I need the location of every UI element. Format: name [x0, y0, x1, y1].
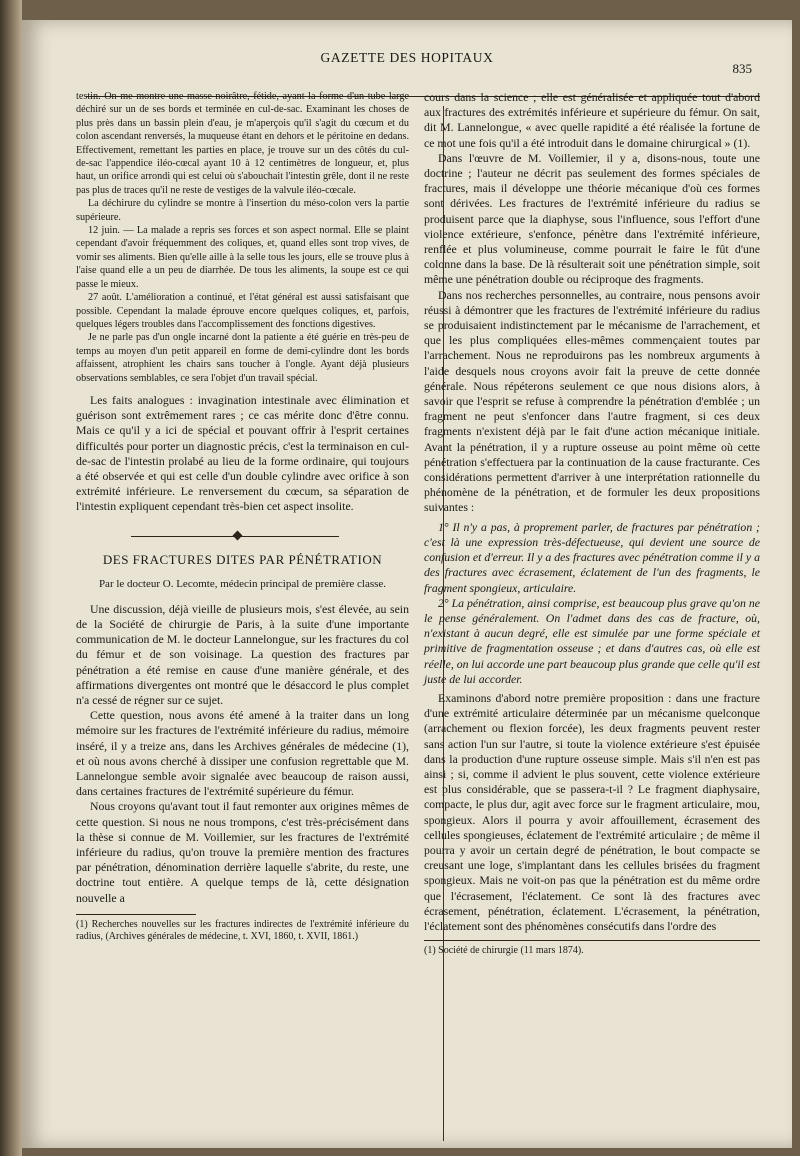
article-paragraph: Une discussion, déjà vieille de plusieurs mois, s'est élevée, au sein de la Société de chirurgie de Paris, à la suite d'une importante communication de M. le docteur Lannelongue, sur les fractures du col du fémur et de son voisinage. La question des fractures par pénétration a été remise en cause d'une manière générale, et des affirmations divergentes ont montré que le désaccord le plus complet n'a cessé de régner sur ce sujet. — [76, 601, 409, 707]
footnote-rule — [424, 940, 760, 941]
right-column — [424, 90, 760, 958]
case-paragraph: La déchirure du cylindre se montre à l'insertion du méso-colon vers la partie supérieure. — [76, 198, 409, 223]
article-paragraph: Examinons d'abord notre première proposition : dans une fracture d'une extrémité articulaire déterminée par un mécanisme quelconque (arrachement ou flexion forcée), les deux fragments peuvent rester sans action l'un sur l'autre, si toute la violence extérieure s'est épuisée dans la production d'une rupture osseuse simple. Mais s'il n'en est pas ainsi ; si, comme il advient le plus souvent, cette violence extérieure est plus considérable, que se passera-t-il ? Le fragment diaphysaire, compacte, le plus dur, agit avec force sur le fragment articulaire, mou, spongieux. Alors il pourra y avoir affouillement, écrasement des cellules spongieuses, éclatement de l'extrémité articulaire ; de même il pourra y avoir un certain degré de pénétration, le bout compacte se creusant une loge, s'implantant dans les cellules brisées du fragment spongieux. Mais ne voit-on pas que la pénétration est du même ordre que l'écrasement, l'éclatement. Ce sont là des fractures avec écrasement, pénétration, éclatement. L'écrasement, la pénétration, l'éclatement sont des phénomènes consécutifs dans l'ordre des — [424, 690, 760, 933]
proposition-1: 1° Il n'y a pas, à proprement parler, de fractures par pénétration ; c'est là une expression très-défectueuse, qui devient une source de confusion et d'erreur. Il y a des fractures avec pénétration comme il y a des fractures avec écrasement, éclatement de l'un des fragments, le fragment spongieux, articulaire. — [424, 519, 760, 595]
proposition-2: 2° La pénétration, ainsi comprise, est beaucoup plus grave qu'on ne le pense généralement. On l'admet dans des cas de fracture, où, n'existant à aucun degré, elle est simulée par une forme spéciale et primitive de fragmentation osseuse ; et dans d'autres cas, où elle est réelle, on lui accorde une part beaucoup plus grande que celle qu'il est juste de lui accorder. — [424, 595, 760, 686]
article-byline: Par le docteur O. Lecomte, médecin principal de première classe. — [98, 578, 387, 591]
section-separator — [76, 529, 409, 543]
journal-title: GAZETTE DES HOPITAUX — [320, 50, 494, 65]
left-footnote: (1) Recherches nouvelles sur les fractures indirectes de l'extrémité inférieure du radius, (Archives générales de médecine, t. XVI, 1860, t. XVII, 1861.) — [76, 918, 409, 943]
page-number: 835 — [732, 61, 752, 76]
article-body — [76, 602, 409, 906]
article-paragraph: Dans l'œuvre de M. Voillemier, il y a, disons-nous, toute une doctrine ; l'auteur ne décrit pas seulement des formes spéciales de fractures, mais il développe une théorie mécanique d'où ces formes sont dérivées. Les fractures de l'extrémité inférieure du radius se produisent parce que la diaphyse, sous l'influence, sous l'effort d'une violence extérieure, s'enfonce, pénètre dans l'extrémité inférieure, renflée et plus volumineuse, comme pourrait le faire le fût d'une colonne dans la base. De là résulterait soit une pénétration simple, soit même une pénétration double ou réciproque des fragments. — [424, 150, 760, 287]
article-title: DES FRACTURES DITES PAR PÉNÉTRATION — [102, 551, 383, 567]
article-paragraph: Nous croyons qu'avant tout il faut remonter aux origines mêmes de cette question. Si nous ne nous trompons, c'est très-précisément dans la thèse si connue de M. Voillemier, sur les fractures de l'extrémité inférieure du radius, qu'on trouve la première mention des fractures par pénétration, dénomination derrière laquelle s'abrite, du reste, une doctrine tout entière. A quelque temps de là, cette désignation nouvelle a — [76, 799, 409, 905]
case-paragraph: 12 juin. — La malade a repris ses forces et son aspect normal. Elle se plaint cependant d'avoir fréquemment des coliques, et, quand elles sont trop vives, de vomir ses aliments. Bien qu'elle aille à la selle tous les jours, elle se trouve plus à l'aise quand elle a un peu de diarrhée. De tous les aliments, la soupe est ce qui passe le mieux. — [76, 225, 409, 290]
article-paragraph: Dans nos recherches personnelles, au contraire, nous pensons avoir réussi à démontrer que les fractures de l'extrémité inférieure du radius se produisaient indistinctement par le mécanisme de l'arrachement, et que les plus compliquées elles-mêmes commençaient toutes par l'arrachement. Nous ne reproduirons pas les nombreux arguments à l'aide desquels nous croyons avoir fait la preuve de cette donnée générale. Nous répéterons seulement ce que nous disions alors, à savoir que l'esprit se refuse à comprendre la pénétration d'emblée ; un fragment ne peut s'enfoncer dans l'autre fragment, si ces deux fragments n'existent déjà par le fait d'une action mécanique initiale. Avant la pénétration, il y a rupture osseuse au point même où cette pénétration s'effectuera par la continuation de la cause fracturante. Ces considérations permettent d'arriver à une interprétation rationnelle du phénomène de la pénétration, et de formuler les deux propositions suivantes : — [424, 287, 760, 515]
binding-gutter — [0, 0, 22, 1156]
summary-paragraph: Les faits analogues : invagination intestinale avec élimination et guérison sont extrêmement rares ; ce cas mérite donc d'être connu. Mais ce qu'il y a ici de spécial et pouvant offrir à l'esprit certaines difficultés pour porter un diagnostic précis, c'est la terminaison en cul-de-sac de l'intestin prolabé au lieu de la forme ordinaire, qui toujours a été observée et qui est celle d'un double cylindre avec orifice à son extrémité inférieure. Le renversement du cœcum, sa séparation de l'intestin expliquent cependant très-bien cet aspect insolite. — [76, 392, 409, 514]
case-paragraph: testin. On me montre une masse noirâtre, fétide, ayant la forme d'un tube large déchiré sur un de ses bords et terminée en cul-de-sac. Examinant les choses de plus près dans un bassin plein d'eau, je m'aperçois qu'il s'agit du cœcum et du colon ascendant renversés, la muqueuse étant en dehors et le péritoine en dedans. Effectivement, remettant les parties en place, je trouve sur un des côtés du cul-de-sac l'appendice iléo-cœcal ayant 10 à 12 centimètres de longueur, et, plus haut, un orifice arrondi qui est celui où s'abouchait l'intestin grêle, dont il ne reste pas plus de traces qu'il ne reste de vestiges de la valvule iléo-cœcale. — [76, 91, 409, 196]
article-paragraph: Cette question, nous avons été amené à la traiter dans un long mémoire sur les fractures de l'extrémité inférieure du radius, mémoire inséré, il y a treize ans, dans les Archives générales de médecine (1), et où nous avons cherché à dissiper une confusion regrettable que M. Lannelongue semble avoir signalée avec beaucoup de raison aussi, dans certaines fractures de l'extrémité supérieure du fémur. — [76, 708, 409, 799]
case-report-continuation — [76, 90, 409, 385]
case-paragraph: Je ne parle pas d'un ongle incarné dont la patiente a été guérie en très-peu de temps au moyen d'un petit appareil en forme de demi-cylindre dont les bords affaissent, atrophient les chairs sans toucher à l'ongle. Ayant déjà plusieurs observations semblables, ce sera l'objet d'un travail spécial. — [76, 332, 409, 384]
left-column — [76, 90, 409, 944]
case-paragraph: 27 août. L'amélioration a continué, et l'état général est aussi satisfaisant que possible. Cependant la malade éprouve encore quelques coliques, et, parfois, quelques légers troubles dans l'accomplissement des fonctions digestives. — [76, 292, 409, 330]
article-paragraph: cours dans la science ; elle est généralisée et appliquée tout d'abord aux fractures des extrémités inférieure et supérieure du fémur. On sait, dit M. Lannelongue, « avec quelle rapidité a été réalisée la fortune de ce mot une fois qu'il a été introduit dans le domaine chirurgical » (1). — [424, 90, 760, 150]
footnote-rule — [76, 914, 196, 915]
right-footnote: (1) Société de chirurgie (11 mars 1874). — [424, 945, 584, 957]
